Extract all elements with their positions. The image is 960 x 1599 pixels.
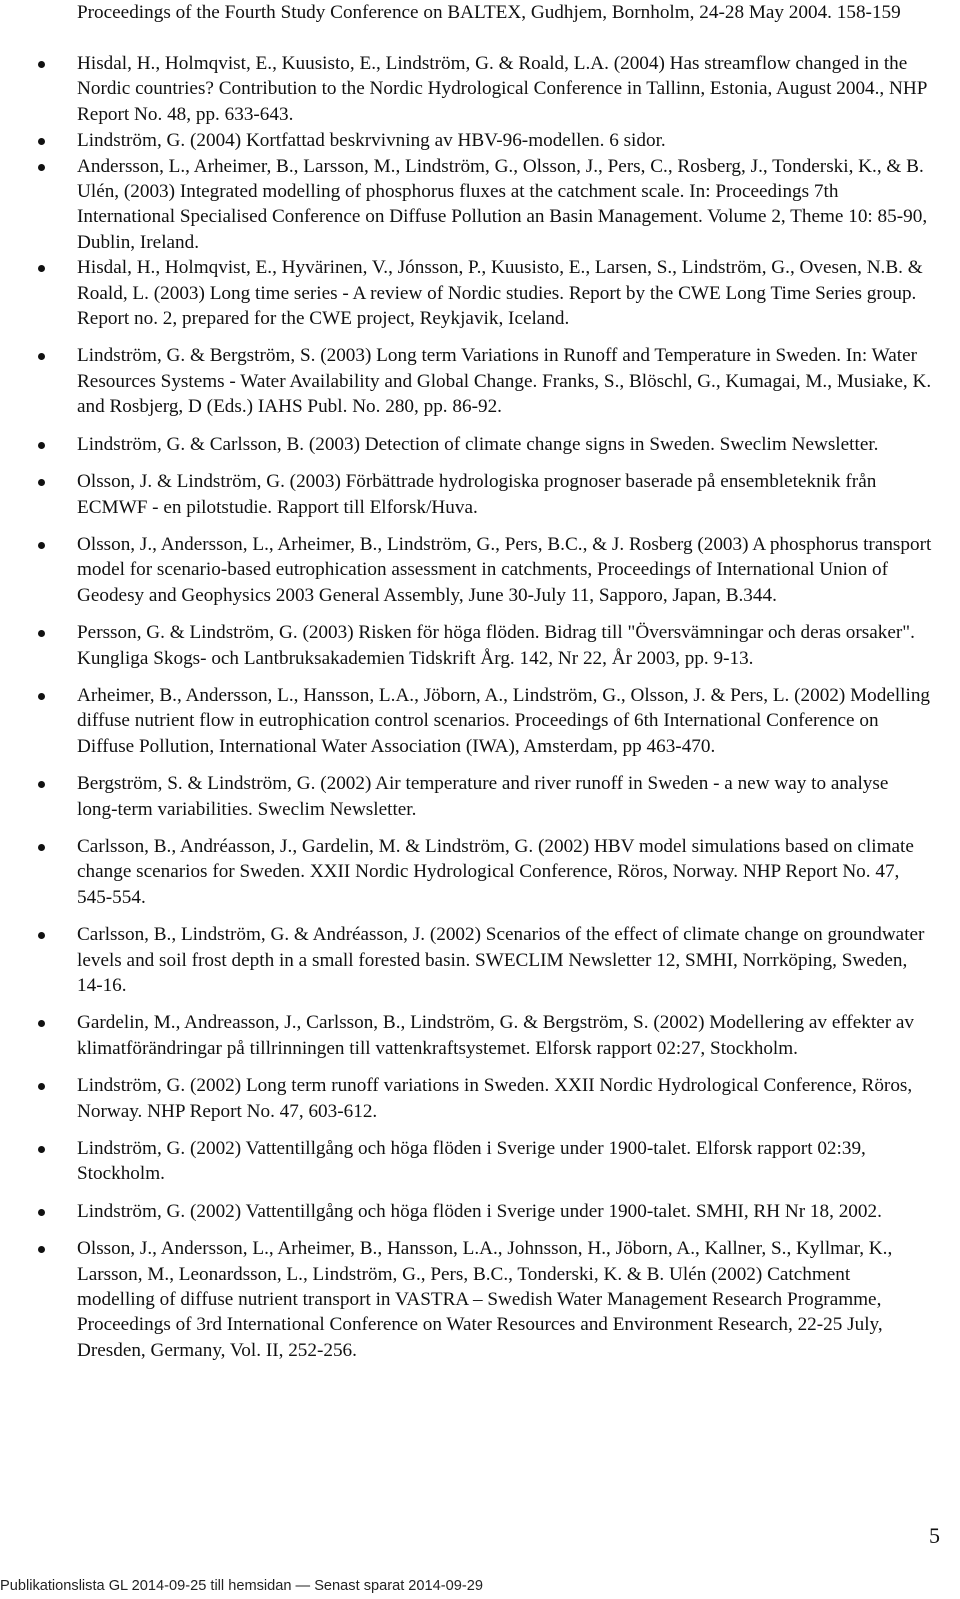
bullet-icon	[38, 844, 45, 851]
bullet-icon	[38, 61, 45, 68]
bullet-icon	[38, 442, 45, 449]
reference-text: Andersson, L., Arheimer, B., Larsson, M., Lindström, G., Olsson, J., Pers, C., Rosberg, J., Tonderski, K., & B. Ulén, (2003) Integrated modelling of phosphorus fluxes at the catchment scale. In: Proceedings 7th International Specialised Conference on Diffuse Pollution an Basin Management. Volume 2, Theme 10: 85-90, Dublin, Ireland.	[77, 155, 928, 253]
continued-reference: Proceedings of the Fourth Study Conference on BALTEX, Gudhjem, Bornholm, 24-28 May 2004. 158-159	[77, 2, 901, 23]
bullet-icon	[38, 265, 45, 272]
reference-text: Carlsson, B., Andréasson, J., Gardelin, M. & Lindström, G. (2002) HBV model simulations based on climate change scenarios for Sweden. XXII Nordic Hydrological Conference, Röros, Norway. NHP Report No. 47, 545-554.	[77, 835, 914, 908]
reference-text: Olsson, J., Andersson, L., Arheimer, B., Lindström, G., Pers, B.C., & J. Rosberg (2003) A phosphorus transport model for scenario-based eutrophication assessment in catchments, Proceedings of International Union of Geodesy and Geophysics 2003 General Assembly, June 30-July 11, Sapporo, Japan, B.344.	[77, 533, 932, 606]
reference-text: Hisdal, H., Holmqvist, E., Kuusisto, E., Lindström, G. & Roald, L.A. (2004) Has streamflow changed in the Nordic countries? Contribution to the Nordic Hydrological Conference in Tallinn, Estonia, August 2004., NHP Report No. 48, pp. 633-643.	[77, 53, 927, 125]
reference-item	[0, 1199, 940, 1224]
reference-item	[0, 922, 940, 998]
bullet-icon	[38, 138, 45, 145]
reference-item	[0, 343, 940, 419]
reference-text: Persson, G. & Lindström, G. (2003) Risken för höga flöden. Bidrag till "Översvämningar och deras orsaker". Kungliga Skogs- och Lantbruksakademien Tidskrift Årg. 142, Nr 22, År 2003, pp. 9-13.	[77, 622, 915, 669]
reference-item	[0, 432, 940, 457]
reference-text: Olsson, J., Andersson, L., Arheimer, B., Hansson, L.A., Johnsson, H., Jöborn, A., Kallner, S., Kyllmar, K., Larsson, M., Leonardsson, L., Lindström, G., Pers, B.C., Tonderski, K. & B. Ulén (2002) Catchment modelling of diffuse nutrient transport in VASTRA – Swedish Water Management Research Programme, Proceedings of 3rd International Conference on Water Resources and Environment Research, 22-25 July, Dresden, Germany, Vol. II, 252-256.	[77, 1238, 893, 1361]
reference-item	[0, 771, 940, 822]
reference-text: Lindström, G. & Carlsson, B. (2003) Detection of climate change signs in Sweden. Sweclim Newsletter.	[77, 433, 879, 455]
bullet-icon	[38, 479, 45, 486]
bullet-icon	[38, 630, 45, 637]
reference-item	[0, 1136, 940, 1187]
reference-item	[0, 1010, 940, 1061]
reference-text: Lindström, G. & Bergström, S. (2003) Long term Variations in Runoff and Temperature in Sweden. In: Water Resources Systems - Water Availability and Global Change. Franks, S., Blöschl, G., Kumagai, M., Musiake, K. and Rosbjerg, D (Eds.) IAHS Publ. No. 280, pp. 86-92.	[77, 345, 932, 418]
reference-item	[0, 51, 940, 127]
reference-text: Gardelin, M., Andreasson, J., Carlsson, B., Lindström, G. & Bergström, S. (2002) Modellering av effekter av klimatförändringar på tillrinningen till vattenkraftsystemet. Elforsk rapport 02:27, Stockholm.	[77, 1012, 915, 1059]
reference-item	[0, 620, 940, 671]
bullet-icon	[38, 932, 45, 939]
reference-item	[0, 154, 940, 256]
bullet-icon	[38, 353, 45, 360]
reference-item	[0, 1236, 940, 1363]
reference-text: Lindström, G. (2002) Vattentillgång och höga flöden i Sverige under 1900-talet. SMHI, RH Nr 18, 2002.	[77, 1200, 882, 1222]
reference-item	[0, 683, 940, 759]
bullet-icon	[38, 781, 45, 788]
reference-text: Arheimer, B., Andersson, L., Hansson, L.A., Jöborn, A., Lindström, G., Olsson, J. & Pers, L. (2002) Modelling diffuse nutrient flow in eutrophication control scenarios. Proceedings of 6th International Conference on Diffuse Pollution, International Water Association (IWA), Amsterdam, pp 463-470.	[77, 684, 931, 757]
bullet-icon	[38, 1083, 45, 1090]
reference-item	[0, 532, 940, 608]
reference-list	[0, 51, 940, 1375]
reference-item	[0, 1073, 940, 1124]
bullet-icon	[38, 1246, 45, 1253]
bullet-icon	[38, 1209, 45, 1216]
footer-text: Publikationslista GL 2014-09-25 till hemsidan — Senast sparat 2014-09-29	[0, 1578, 483, 1594]
reference-item	[0, 834, 940, 910]
reference-text: Olsson, J. & Lindström, G. (2003) Förbättrade hydrologiska prognoser baserade på ensembleteknik från ECMWF - en pilotstudie. Rapport till Elforsk/Huva.	[77, 471, 877, 518]
reference-item	[0, 128, 940, 153]
bullet-icon	[38, 164, 45, 171]
bullet-icon	[38, 1146, 45, 1153]
reference-text: Bergström, S. & Lindström, G. (2002) Air temperature and river runoff in Sweden - a new way to analyse long-term variabilities. Sweclim Newsletter.	[77, 773, 889, 820]
reference-text: Hisdal, H., Holmqvist, E., Hyvärinen, V., Jónsson, P., Kuusisto, E., Larsen, S., Lindström, G., Ovesen, N.B. & Roald, L. (2003) Long time series - A review of Nordic studies. Report by the CWE Long Time Series group. Report no. 2, prepared for the CWE project, Reykjavik, Iceland.	[77, 257, 923, 330]
reference-text: Lindström, G. (2002) Long term runoff variations in Sweden. XXII Nordic Hydrological Conference, Röros, Norway. NHP Report No. 47, 603-612.	[77, 1075, 913, 1122]
bullet-icon	[38, 1020, 45, 1027]
bullet-icon	[38, 693, 45, 700]
reference-text: Lindström, G. (2002) Vattentillgång och höga flöden i Sverige under 1900-talet. Elforsk rapport 02:39, Stockholm.	[77, 1138, 866, 1185]
page-number: 5	[929, 1523, 940, 1548]
bullet-icon	[38, 542, 45, 549]
reference-item	[0, 469, 940, 520]
reference-item	[0, 255, 940, 331]
reference-text: Lindström, G. (2004) Kortfattad beskrvivning av HBV-96-modellen. 6 sidor.	[77, 130, 666, 152]
reference-text: Carlsson, B., Lindström, G. & Andréasson, J. (2002) Scenarios of the effect of climate change on groundwater levels and soil frost depth in a small forested basin. SWECLIM Newsletter 12, SMHI, Norrköping, Sweden, 14-16.	[77, 924, 925, 996]
